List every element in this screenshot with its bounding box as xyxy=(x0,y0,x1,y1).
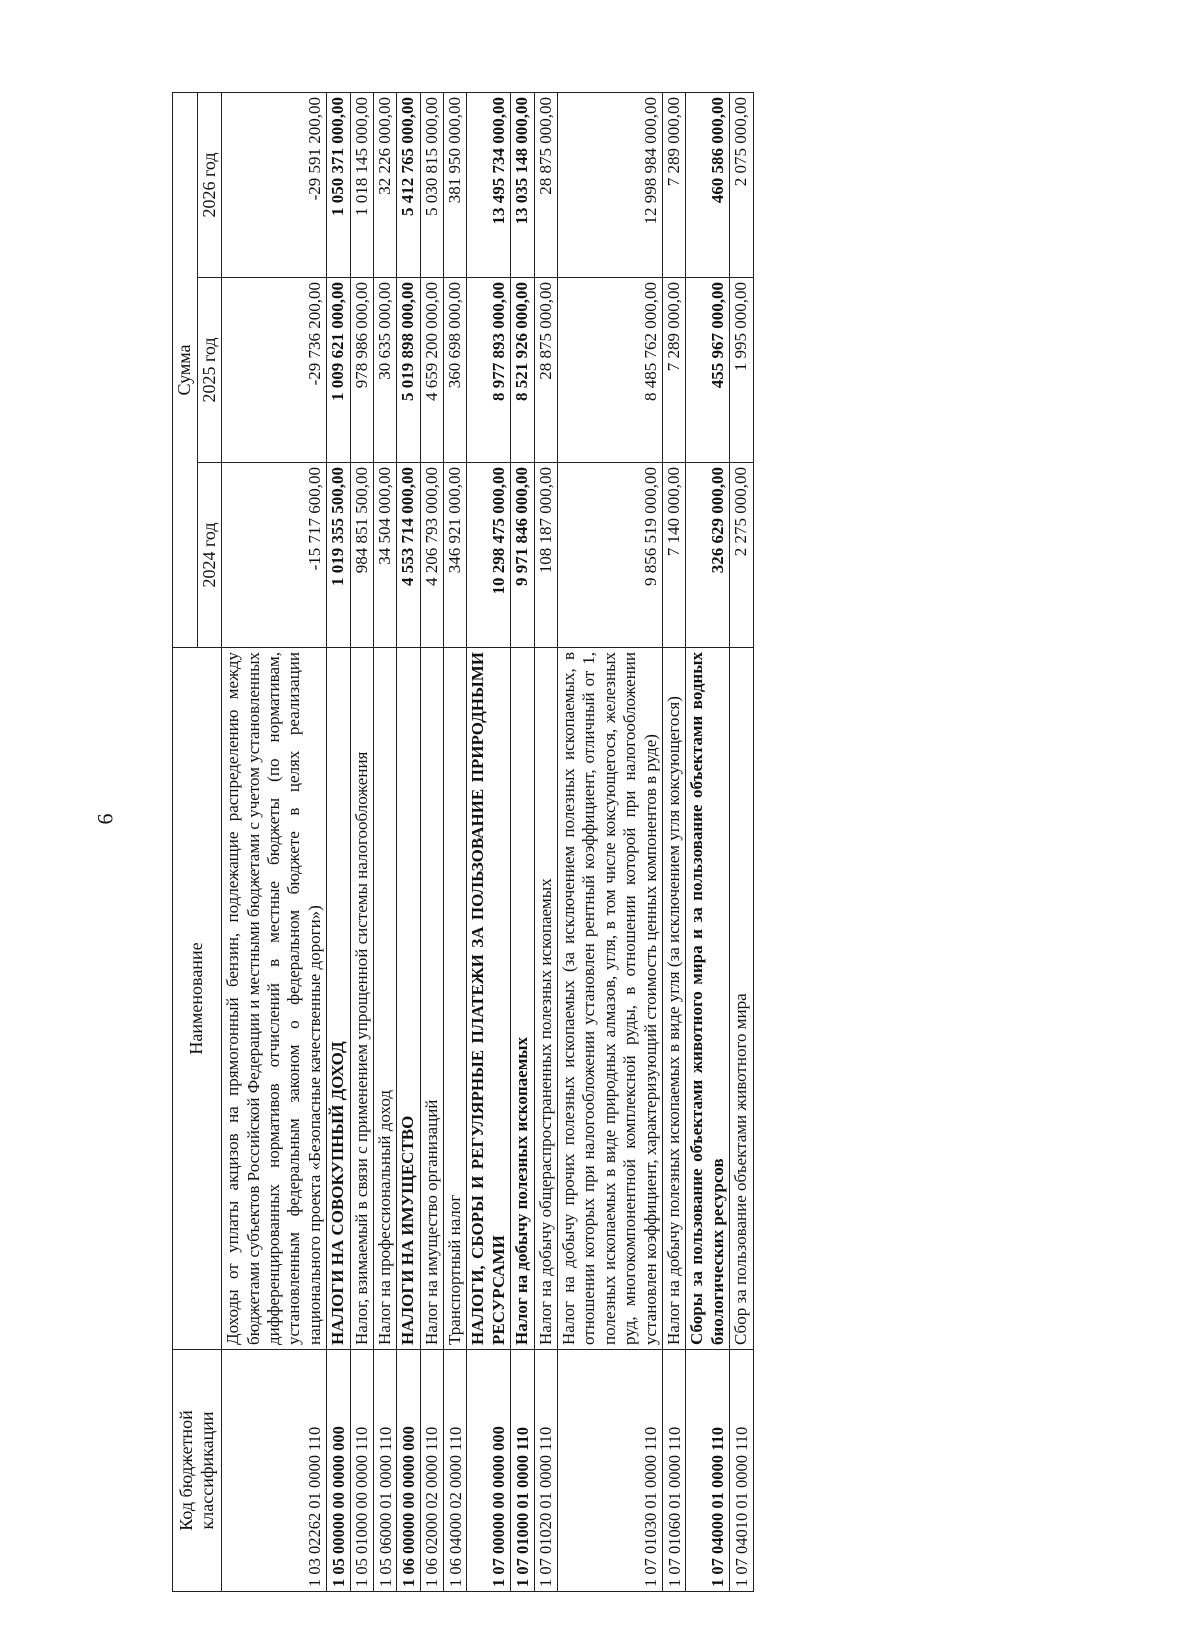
table-row xyxy=(444,92,467,1591)
name-column-header: Наименование xyxy=(173,648,222,1350)
row-value-2026: 28 875 000,00 xyxy=(534,92,557,277)
row-name-cell: НАЛОГИ НА ИМУЩЕСТВО xyxy=(397,648,420,1350)
row-code-cell: 1 07 01000 01 0000 110 xyxy=(511,1350,534,1592)
table-row xyxy=(558,92,663,1591)
row-value-2024: 34 504 000,00 xyxy=(373,463,396,648)
year-2024-header: 2024 год xyxy=(197,463,222,648)
row-value-2024: 1 019 355 500,00 xyxy=(327,463,350,648)
row-value-2024: 346 921 000,00 xyxy=(444,463,467,648)
row-code-cell: 1 07 01030 01 0000 110 xyxy=(558,1350,663,1592)
row-name-cell: Налог, взимаемый в связи с применением упрощенной системы налогообложения xyxy=(350,648,373,1350)
table-row xyxy=(373,92,396,1591)
row-name-cell: НАЛОГИ, СБОРЫ И РЕГУЛЯРНЫЕ ПЛАТЕЖИ ЗА ПОЛЬЗОВАНИЕ ПРИРОДНЫМИ РЕСУРСАМИ xyxy=(467,648,511,1350)
row-value-2025: -29 736 200,00 xyxy=(222,278,327,463)
row-value-2026: 460 586 000,00 xyxy=(686,92,730,277)
year-2025-header: 2025 год xyxy=(197,278,222,463)
row-value-2025: 7 289 000,00 xyxy=(663,278,686,463)
row-value-2025: 455 967 000,00 xyxy=(686,278,730,463)
row-name-cell: Налог на имущество организаций xyxy=(420,648,443,1350)
row-name-cell: Транспортный налог xyxy=(444,648,467,1350)
page-number: 6 xyxy=(92,813,118,825)
row-code-cell: 1 07 01060 01 0000 110 xyxy=(663,1350,686,1592)
row-code-cell: 1 07 04000 01 0000 110 xyxy=(686,1350,730,1592)
row-value-2026: 5 030 815 000,00 xyxy=(420,92,443,277)
row-value-2026: -29 591 200,00 xyxy=(222,92,327,277)
row-code-cell: 1 05 06000 01 0000 110 xyxy=(373,1350,396,1592)
row-value-2025: 28 875 000,00 xyxy=(534,278,557,463)
row-value-2025: 1 009 621 000,00 xyxy=(327,278,350,463)
table-row xyxy=(534,92,557,1591)
table-row xyxy=(222,92,327,1591)
row-name-cell: Налог на добычу общераспространенных полезных ископаемых xyxy=(534,648,557,1350)
table-row xyxy=(686,92,730,1591)
row-value-2026: 1 018 145 000,00 xyxy=(350,92,373,277)
row-value-2025: 5 019 898 000,00 xyxy=(397,278,420,463)
row-code-cell: 1 06 02000 02 0000 110 xyxy=(420,1350,443,1592)
row-value-2026: 5 412 765 000,00 xyxy=(397,92,420,277)
row-code-cell: 1 05 00000 00 0000 000 xyxy=(327,1350,350,1592)
row-name-cell: Налог на добычу полезных ископаемых xyxy=(511,648,534,1350)
row-code-cell: 1 07 04010 01 0000 110 xyxy=(730,1350,753,1592)
row-value-2024: 984 851 500,00 xyxy=(350,463,373,648)
row-value-2026: 2 075 000,00 xyxy=(730,92,753,277)
row-value-2024: 9 856 519 000,00 xyxy=(558,463,663,648)
row-value-2026: 1 050 371 000,00 xyxy=(327,92,350,277)
row-value-2025: 4 659 200 000,00 xyxy=(420,278,443,463)
row-name-cell: Налог на добычу прочих полезных ископаемых (за исключением полезных ископаемых, в отношении которых при налогообложении установлен рентный коэффициент, отличный от 1, полезных ископаемых в виде природных алмазов, угля, в том числе коксующегося, железных руд, многокомпонентной комплексной руды, в отношении которой при налогообложении установлен коэффициент, характеризующий стоимость ценных компонентов в руде) xyxy=(558,648,663,1350)
row-value-2025: 8 977 893 000,00 xyxy=(467,278,511,463)
row-value-2026: 381 950 000,00 xyxy=(444,92,467,277)
table-row xyxy=(327,92,350,1591)
code-column-header: Код бюджетной классификации xyxy=(173,1350,222,1592)
table-row xyxy=(511,92,534,1591)
row-value-2024: 9 971 846 000,00 xyxy=(511,463,534,648)
table-row xyxy=(467,92,511,1591)
row-code-cell: 1 06 04000 02 0000 110 xyxy=(444,1350,467,1592)
row-code-cell: 1 05 01000 00 0000 110 xyxy=(350,1350,373,1592)
row-code-cell: 1 07 00000 00 0000 000 xyxy=(467,1350,511,1592)
row-value-2024: 4 206 793 000,00 xyxy=(420,463,443,648)
row-value-2024: 326 629 000,00 xyxy=(686,463,730,648)
row-value-2026: 12 998 984 000,00 xyxy=(558,92,663,277)
row-value-2026: 7 289 000,00 xyxy=(663,92,686,277)
row-name-cell: Сборы за пользование объектами животного мира и за пользование объектами водных биологических ресурсов xyxy=(686,648,730,1350)
row-value-2026: 13 035 148 000,00 xyxy=(511,92,534,277)
row-name-cell: Сбор за пользование объектами животного мира xyxy=(730,648,753,1350)
row-name-cell: НАЛОГИ НА СОВОКУПНЫЙ ДОХОД xyxy=(327,648,350,1350)
row-value-2024: 2 275 000,00 xyxy=(730,463,753,648)
budget-income-table xyxy=(172,92,754,1592)
row-value-2025: 978 986 000,00 xyxy=(350,278,373,463)
year-2026-header: 2026 год xyxy=(197,92,222,277)
table-row xyxy=(397,92,420,1591)
row-value-2025: 360 698 000,00 xyxy=(444,278,467,463)
table-row xyxy=(730,92,753,1591)
row-value-2026: 13 495 734 000,00 xyxy=(467,92,511,277)
row-value-2025: 30 635 000,00 xyxy=(373,278,396,463)
row-code-cell: 1 06 00000 00 0000 000 xyxy=(397,1350,420,1592)
table-body xyxy=(222,92,753,1591)
row-code-cell: 1 03 02262 01 0000 110 xyxy=(222,1350,327,1592)
row-value-2025: 8 521 926 000,00 xyxy=(511,278,534,463)
table-header-row xyxy=(173,92,198,1591)
row-value-2024: 108 187 000,00 xyxy=(534,463,557,648)
table-row xyxy=(420,92,443,1591)
row-code-cell: 1 07 01020 01 0000 110 xyxy=(534,1350,557,1592)
row-name-cell: Налог на профессиональный доход xyxy=(373,648,396,1350)
row-value-2024: 7 140 000,00 xyxy=(663,463,686,648)
sum-column-header: Сумма xyxy=(173,92,198,647)
row-value-2024: -15 717 600,00 xyxy=(222,463,327,648)
row-name-cell: Налог на добычу полезных ископаемых в виде угля (за исключением угля коксующегося) xyxy=(663,648,686,1350)
table-row xyxy=(350,92,373,1591)
row-name-cell: Доходы от уплаты акцизов на прямогонный бензин, подлежащие распределению между бюджетами субъектов Российской Федерации и местными бюджетами с учетом установленных дифференцированных нормативов отчислений в местные бюджеты (по нормативам, установленным федеральным законом о федеральном бюджете в целях реализации национального проекта «Безопасные качественные дороги») xyxy=(222,648,327,1350)
row-value-2025: 1 995 000,00 xyxy=(730,278,753,463)
row-value-2026: 32 226 000,00 xyxy=(373,92,396,277)
row-value-2024: 10 298 475 000,00 xyxy=(467,463,511,648)
table-row xyxy=(663,92,686,1591)
row-value-2024: 4 553 714 000,00 xyxy=(397,463,420,648)
row-value-2025: 8 485 762 000,00 xyxy=(558,278,663,463)
rotated-page-content xyxy=(172,92,1062,1592)
